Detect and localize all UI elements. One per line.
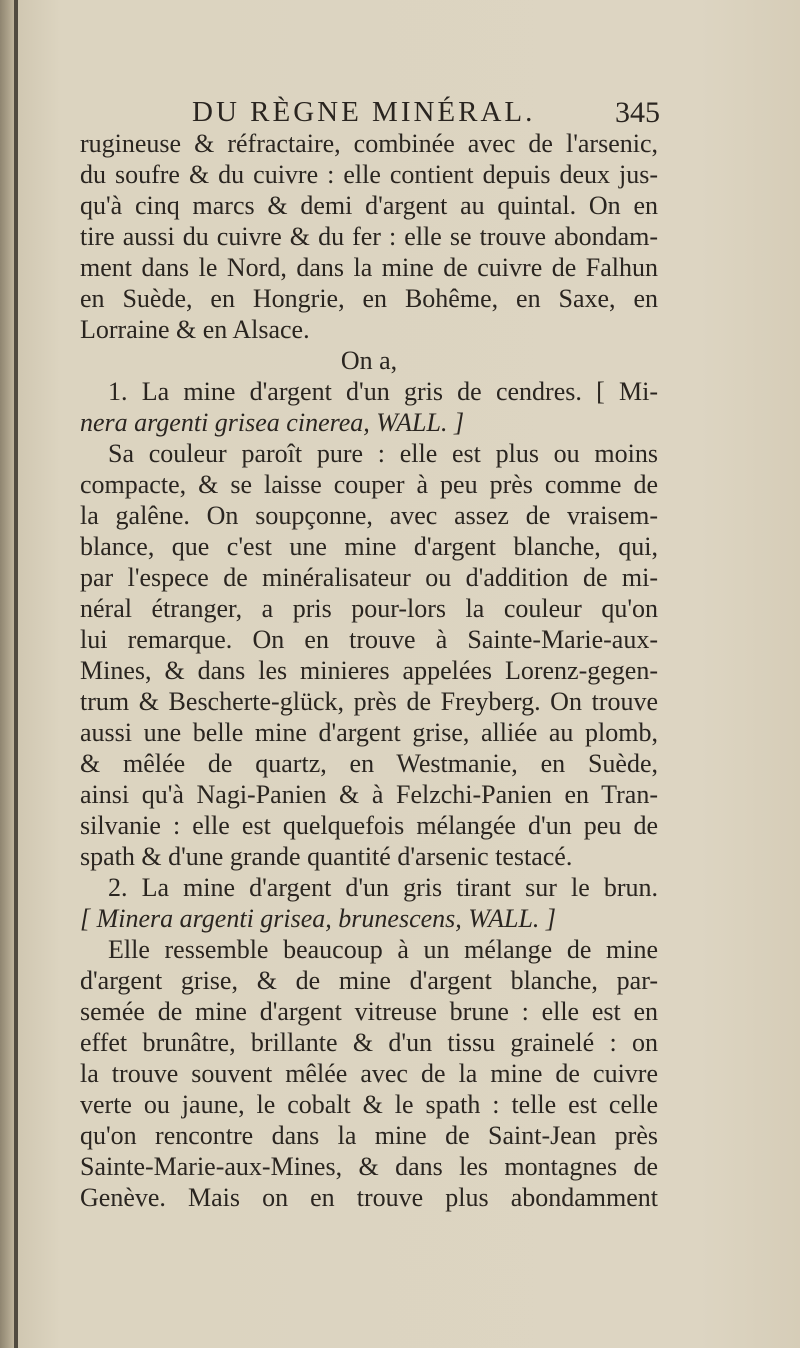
text-line: silvanie : elle est quelquefois mélangée d'un peu de — [80, 811, 658, 840]
text-line: Sainte-Marie-aux-Mines, & dans les montagnes de — [80, 1152, 658, 1181]
text-line: d'argent grise, & de mine d'argent blanche, par- — [80, 966, 658, 995]
text-line: aussi une belle mine d'argent grise, alliée au plomb, — [80, 718, 658, 747]
text-line: du soufre & du cuivre : elle contient depuis deux jus- — [80, 160, 658, 189]
text-line: verte ou jaune, le cobalt & le spath : telle est celle — [80, 1090, 658, 1119]
text-line: lui remarque. On en trouve à Sainte-Marie-aux- — [80, 625, 658, 654]
page-spine-edge — [14, 0, 18, 1348]
text-line: & mêlée de quartz, en Westmanie, en Suède, — [80, 749, 658, 778]
text-line: spath & d'une grande quantité d'arsenic testacé. — [80, 842, 573, 871]
text-line: la galêne. On soupçonne, avec assez de vraisem- — [80, 501, 658, 530]
text-line: néral étranger, a pris pour-lors la couleur qu'on — [80, 594, 658, 623]
text-line: [ Minera argenti grisea, brunescens, WALL. ] — [80, 904, 557, 933]
body-text — [80, 128, 658, 1213]
page-number: 345 — [615, 96, 660, 129]
text-line: en Suède, en Hongrie, en Bohême, en Saxe, en — [80, 284, 658, 313]
text-line: Lorraine & en Alsace. — [80, 315, 310, 344]
text-line: ainsi qu'à Nagi-Panien & à Felzchi-Panien en Tran- — [80, 780, 658, 809]
text-line: par l'espece de minéralisateur ou d'addition de mi- — [80, 563, 658, 592]
text-line: Elle ressemble beaucoup à un mélange de mine — [108, 935, 658, 964]
text-line: blance, que c'est une mine d'argent blanche, qui, — [80, 532, 658, 561]
text-line: 2. La mine d'argent d'un gris tirant sur le brun. — [108, 873, 658, 902]
text-line: qu'on rencontre dans la mine de Saint-Jean près — [80, 1121, 658, 1150]
text-line: effet brunâtre, brillante & d'un tissu grainelé : on — [80, 1028, 658, 1057]
text-line: ment dans le Nord, dans la mine de cuivre de Falhun — [80, 253, 658, 282]
text-line: nera argenti grisea cinerea, WALL. ] — [80, 408, 465, 437]
text-line: tire aussi du cuivre & du fer : elle se trouve abondam- — [80, 222, 658, 251]
text-line: la trouve souvent mêlée avec de la mine de cuivre — [80, 1059, 658, 1088]
text-line: 1. La mine d'argent d'un gris de cendres. [ Mi- — [108, 377, 658, 406]
text-line: trum & Bescherte-glück, près de Freyberg. On trouve — [80, 687, 658, 716]
text-line: On a, — [340, 346, 398, 375]
text-line: qu'à cinq marcs & demi d'argent au quintal. On en — [80, 191, 658, 220]
page-gutter-shadow — [0, 0, 14, 1348]
running-title: DU RÈGNE MINÉRAL. — [192, 96, 536, 128]
text-line: rugineuse & réfractaire, combinée avec de l'arsenic, — [80, 129, 658, 158]
text-line: semée de mine d'argent vitreuse brune : elle est en — [80, 997, 658, 1026]
text-line: Genève. Mais on en trouve plus abondamment — [80, 1183, 658, 1212]
text-line: Mines, & dans les minieres appelées Lorenz-gegen- — [80, 656, 658, 685]
text-line: Sa couleur paroît pure : elle est plus ou moins — [108, 439, 658, 468]
text-line: compacte, & se laisse couper à peu près comme de — [80, 470, 658, 499]
